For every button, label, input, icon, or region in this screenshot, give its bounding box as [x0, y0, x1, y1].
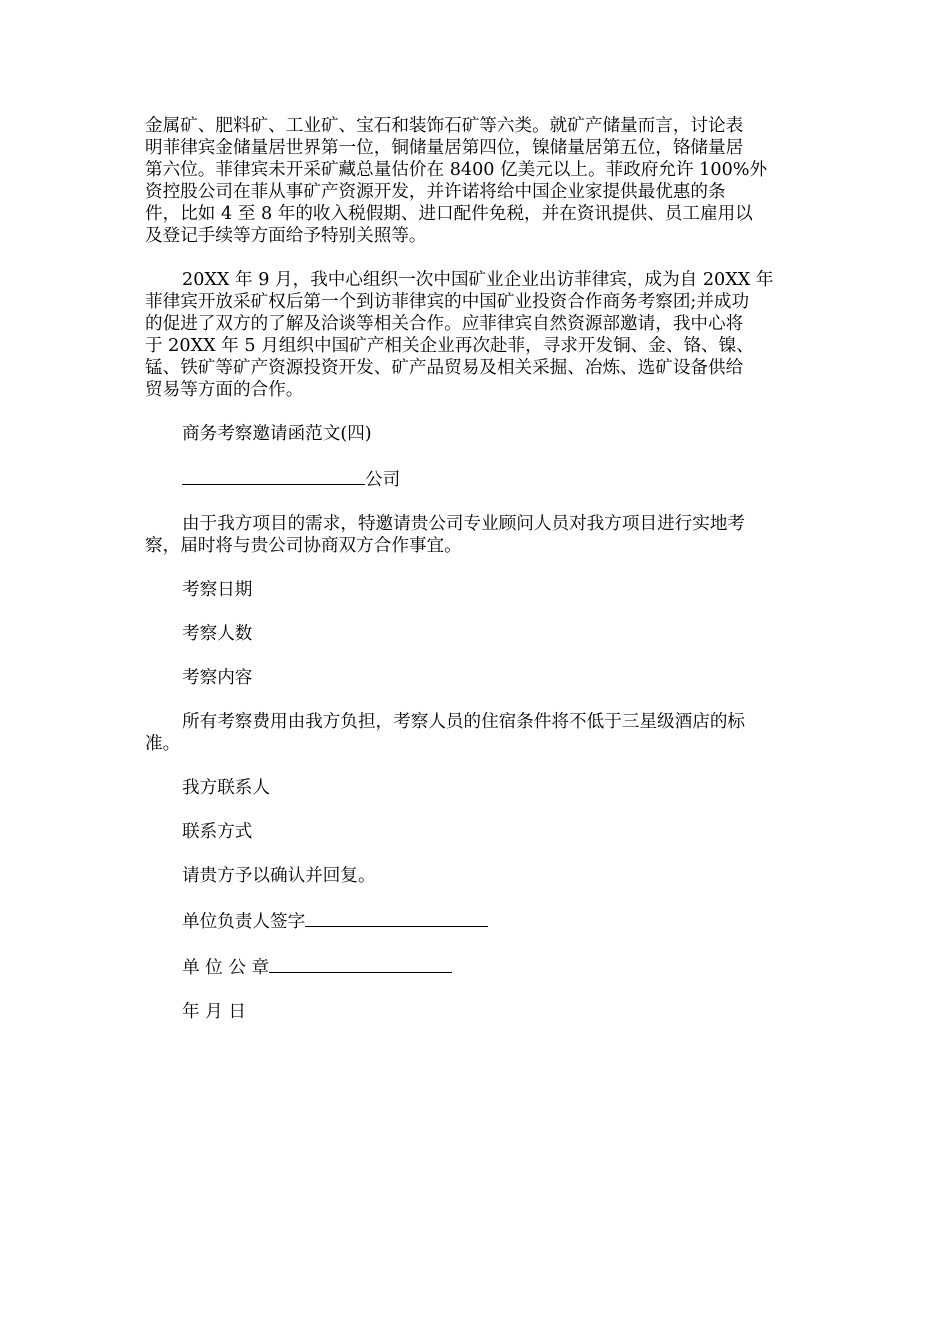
- text-line: 准。: [145, 734, 181, 754]
- inspection-date: 考察日期: [182, 580, 253, 600]
- text-line: 锰、铁矿等矿产资源投资开发、矿产品贸易及相关采掘、冶炼、选矿设备供给: [145, 358, 744, 378]
- company-line: [145, 467, 805, 491]
- inspection-people: 考察人数: [182, 624, 253, 644]
- confirm-request: 请贵方予以确认并回复。: [182, 866, 376, 886]
- text-line: 于 20XX 年 5 月组织中国矿产相关企业再次赴菲，寻求开发铜、金、铬、镍、: [145, 336, 754, 356]
- section-heading: 商务考察邀请函范文(四): [182, 424, 372, 444]
- seal-line: [145, 955, 805, 979]
- text-line: 贸易等方面的合作。: [145, 380, 304, 400]
- signature-label: 单位负责人签字: [182, 912, 306, 932]
- date-line: 年 月 日: [182, 1002, 246, 1022]
- text-line: 菲律宾开放采矿权后第一个到访菲律宾的中国矿业投资合作商务考察团;并成功: [145, 292, 750, 312]
- text-line: 明菲律宾金储量居世界第一位，铜储量居第四位，镍储量居第五位，铬储量居: [145, 138, 744, 158]
- paragraph-expenses: [145, 711, 805, 755]
- text-line: 由于我方项目的需求，特邀请贵公司专业顾问人员对我方项目进行实地考: [182, 514, 746, 534]
- document-page: [145, 115, 805, 1045]
- seal-blank: [269, 955, 452, 973]
- inspection-content: 考察内容: [182, 668, 253, 688]
- text-line: 20XX 年 9 月，我中心组织一次中国矿业企业出访菲律宾，成为自 20XX 年: [182, 270, 774, 290]
- paragraph-delegation: [145, 269, 805, 401]
- contact-person: 我方联系人: [182, 778, 270, 798]
- text-line: 的促进了双方的了解及洽谈等相关合作。应菲律宾自然资源部邀请，我中心将: [145, 314, 744, 334]
- text-line: 及登记手续等方面给予特别关照等。: [145, 226, 427, 246]
- text-line: 所有考察费用由我方负担，考察人员的住宿条件将不低于三星级酒店的标: [182, 712, 746, 732]
- text-line: 资控股公司在菲从事矿产资源开发，并许诺将给中国企业家提供最优惠的条: [145, 182, 726, 202]
- paragraph-mineral-reserves: [145, 115, 805, 247]
- signature-blank: [305, 909, 488, 927]
- company-name-blank: [182, 467, 365, 485]
- text-line: 金属矿、肥料矿、工业矿、宝石和装饰石矿等六类。就矿产储量而言，讨论表: [145, 116, 744, 136]
- text-line: 第六位。菲律宾未开采矿藏总量估价在 8400 亿美元以上。菲政府允许 100%外: [145, 160, 768, 180]
- paragraph-invitation: [145, 513, 805, 557]
- signature-line: [145, 909, 805, 933]
- text-line: 件，比如 4 至 8 年的收入税假期、进口配件免税，并在资讯提供、员工雇用以: [145, 204, 753, 224]
- company-suffix: 公司: [365, 470, 401, 490]
- contact-method: 联系方式: [182, 822, 253, 842]
- text-line: 察，届时将与贵公司协商双方合作事宜。: [145, 536, 462, 556]
- seal-label: 单 位 公 章: [182, 958, 270, 978]
